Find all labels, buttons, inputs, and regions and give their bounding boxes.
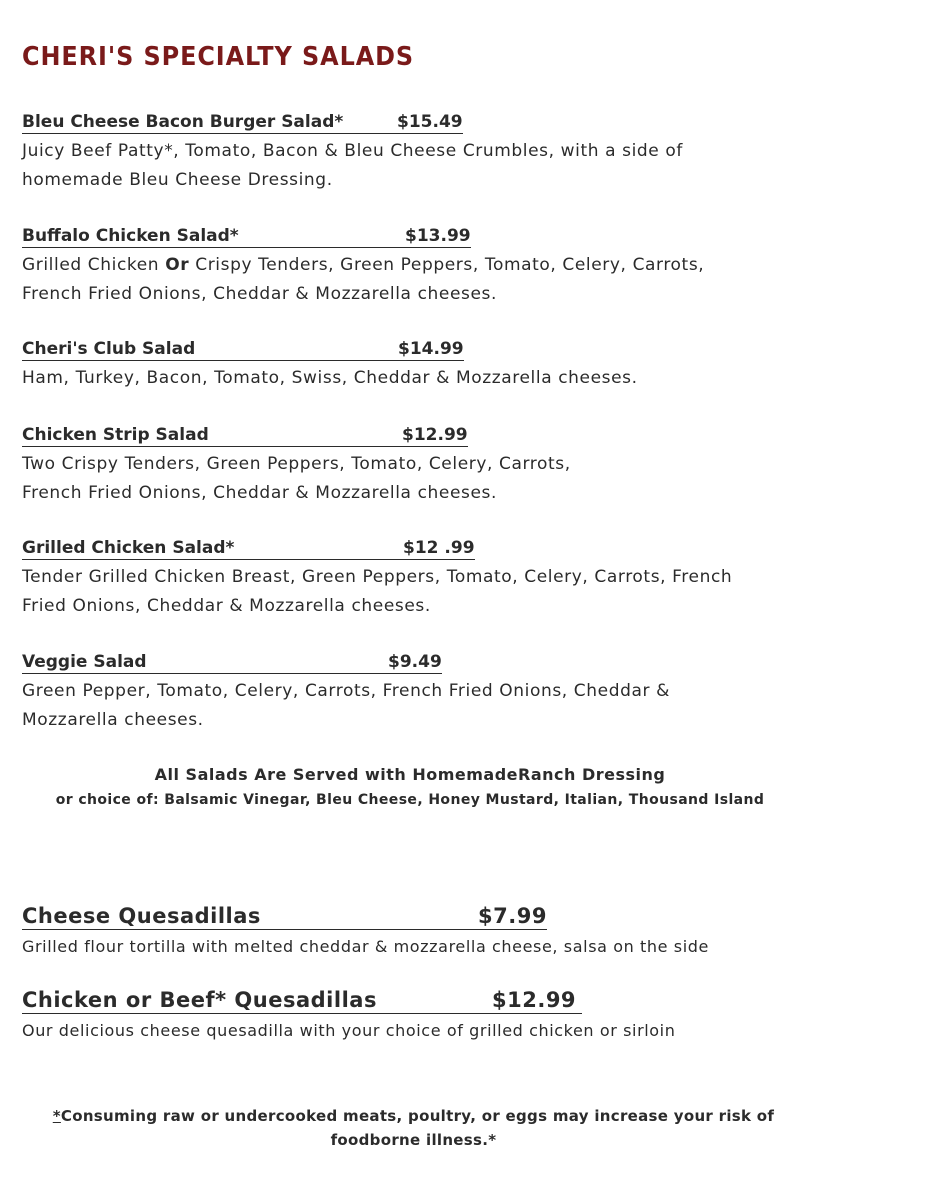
item-description-line: Juicy Beef Patty*, Tomato, Bacon & Bleu Cheese Crumbles, with a side of [22,141,683,161]
item-price: $12.99 [492,988,577,1012]
item-header [22,538,475,560]
item-header [22,988,582,1014]
dressing-choices: or choice of: Balsamic Vinegar, Bleu Cheese, Honey Mustard, Italian, Thousand Island [55,792,765,808]
item-header [22,112,463,134]
menu-item-grilled-chicken-salad [22,538,892,620]
item-price: $15.49 [397,112,463,132]
item-description: Our delicious cheese quesadilla with your choice of grilled chicken or sirloin [22,1021,676,1040]
menu-item-cheese-quesadillas [22,904,892,958]
item-description [22,137,892,194]
item-price: $9.49 [388,652,442,672]
item-header [22,339,464,361]
item-description-line: Ham, Turkey, Bacon, Tomato, Swiss, Cheddar & Mozzarella cheeses. [22,368,638,388]
item-price: $12 .99 [403,538,475,558]
item-price: $13.99 [405,226,471,246]
item-description-line: Green Pepper, Tomato, Celery, Carrots, French Fried Onions, Cheddar & [22,681,670,701]
item-name: Veggie Salad [22,652,147,672]
item-price: $7.99 [478,904,547,928]
item-description-line: French Fried Onions, Cheddar & Mozzarella cheeses. [22,283,497,304]
item-description [22,450,892,507]
item-description: Grilled flour tortilla with melted cheddar & mozzarella cheese, salsa on the side [22,937,709,956]
item-name: Bleu Cheese Bacon Burger Salad* [22,112,344,132]
item-price: $14.99 [398,339,464,359]
item-name: Chicken Strip Salad [22,425,209,445]
menu-item-chicken-or-beef-quesadillas [22,988,892,1042]
item-description [22,251,892,308]
menu-item-chicken-strip-salad [22,425,892,507]
item-name: Grilled Chicken Salad* [22,538,235,558]
item-header [22,652,442,674]
item-name: Cheri's Club Salad [22,339,196,359]
menu-item-buffalo-chicken-salad [22,226,892,308]
item-description-line: French Fried Onions, Cheddar & Mozzarella cheeses. [22,482,497,503]
item-description-line: Tender Grilled Chicken Breast, Green Peppers, Tomato, Celery, Carrots, French [22,567,733,587]
page-title: CHERI'S SPECIALTY SALADS [22,42,415,72]
menu-item-veggie-salad [22,652,892,734]
dressing-note: All Salads Are Served with HomemadeRanch Dressing [154,765,666,784]
item-description [22,677,892,734]
item-description [22,364,892,393]
item-description-line: Two Crispy Tenders, Green Peppers, Tomato, Celery, Carrots, [22,454,571,474]
item-description-line: homemade Bleu Cheese Dressing. [22,169,333,190]
item-name: Buffalo Chicken Salad* [22,226,239,246]
item-header [22,425,468,447]
menu-item-cheris-club-salad [22,339,892,393]
item-description-part: Crispy Tenders, Green Peppers, Tomato, Celery, Carrots, [189,255,705,275]
item-description [22,563,892,620]
item-description-part: Grilled Chicken [22,255,166,275]
item-description-emphasis: Or [165,255,190,275]
item-header [22,904,547,930]
footnote-line: foodborne illness.* [330,1131,497,1149]
item-price: $12.99 [402,425,468,445]
health-disclaimer [0,1104,827,1152]
footnote-asterisk: * [52,1107,61,1125]
menu-item-bleu-cheese-bacon-burger-salad [22,112,892,194]
item-header [22,226,471,248]
item-name: Chicken or Beef* Quesadillas [22,988,377,1012]
item-description-line: Mozzarella cheeses. [22,709,204,730]
item-name: Cheese Quesadillas [22,904,261,928]
footnote-line: Consuming raw or undercooked meats, poultry, or eggs may increase your risk of [60,1107,775,1125]
item-description-line: Fried Onions, Cheddar & Mozzarella cheeses. [22,595,431,616]
